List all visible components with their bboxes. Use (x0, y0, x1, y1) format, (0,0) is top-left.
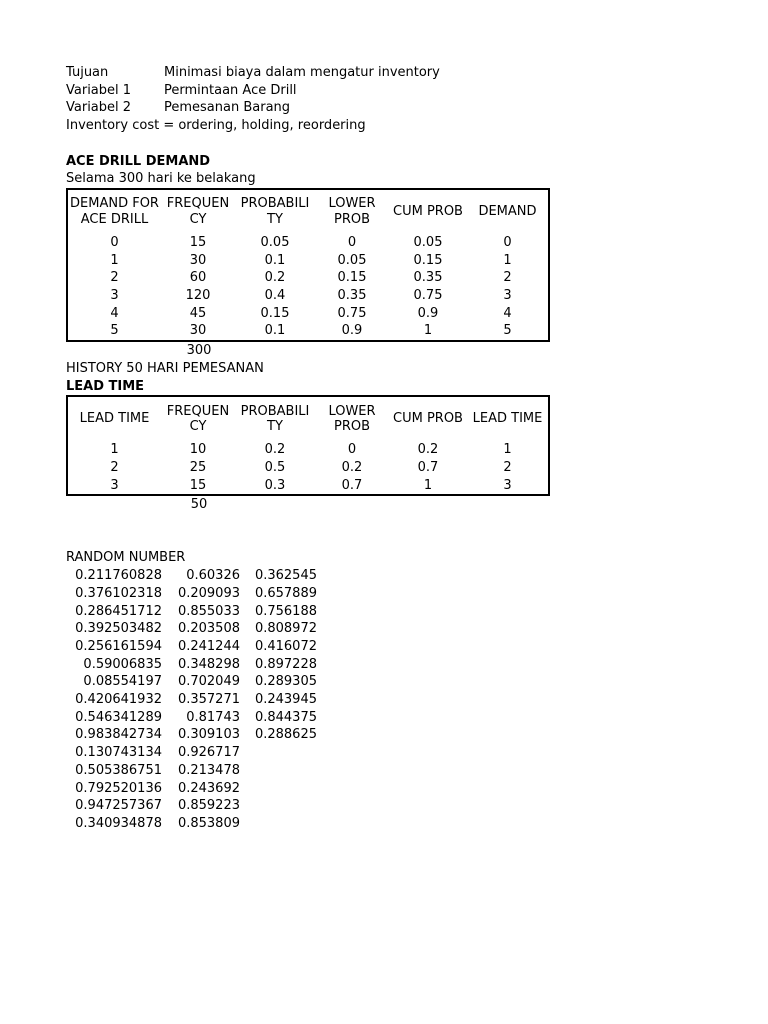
lead-header-cell: CUM PROB (393, 411, 463, 427)
random-number-value: 0.505386751 (75, 762, 162, 778)
random-number-value: 0.256161594 (75, 638, 162, 654)
random-number-row (66, 567, 756, 585)
demand-header-cell: LOWER PROB (328, 196, 376, 227)
table-row (67, 287, 549, 305)
table-row (67, 234, 549, 252)
demand-frequency-total: 300 (186, 343, 212, 359)
table-cell: 2 (110, 270, 119, 286)
random-number-value: 0.859223 (177, 798, 240, 814)
random-number-value: 0.243945 (254, 692, 317, 708)
table-cell: 1 (423, 323, 433, 339)
random-number-value: 0.309103 (177, 727, 240, 743)
table-cell: 1 (503, 252, 512, 268)
spreadsheet-page (66, 64, 756, 833)
table-cell: 3 (110, 288, 119, 304)
random-number-value: 0.416072 (254, 638, 317, 654)
table-cell: 1 (110, 252, 119, 268)
table-cell: 0.15 (337, 270, 367, 286)
random-number-row (66, 762, 756, 780)
random-number-row (66, 744, 756, 762)
random-number-row (66, 691, 756, 709)
table-cell: 0.2 (264, 270, 286, 286)
lead-header-cell: FREQUEN CY (166, 403, 230, 435)
random-number-value: 0.289305 (254, 674, 317, 690)
table-cell: 5 (110, 323, 119, 339)
random-number-value (240, 797, 317, 815)
random-number-value: 0.340934878 (75, 815, 162, 831)
lead-header-cell: LEAD TIME (472, 411, 543, 427)
demand-section-title: ACE DRILL DEMAND (66, 153, 211, 169)
table-cell: 1 (110, 442, 119, 458)
table-cell: 4 (110, 305, 119, 321)
table-cell: 0.5 (264, 459, 286, 475)
random-number-value: 0.203508 (177, 621, 240, 637)
variable-2-value: Pemesanan Barang (164, 100, 291, 116)
table-cell: 0.35 (337, 288, 367, 304)
random-number-row (66, 673, 756, 691)
table-cell: 0.15 (260, 305, 290, 321)
table-row (67, 269, 549, 287)
table-cell: 0.35 (413, 270, 443, 286)
variable-2-row (66, 99, 756, 117)
random-number-value: 0.08554197 (83, 674, 162, 690)
table-row (67, 459, 549, 477)
variable-1-row (66, 82, 756, 100)
table-cell: 0 (347, 442, 357, 458)
table-cell: 4 (503, 305, 512, 321)
table-cell: 0.9 (341, 323, 363, 339)
variable-2-label: Variabel 2 (66, 100, 132, 116)
random-number-value: 0.60326 (186, 568, 240, 584)
lead-header-cell: LEAD TIME (79, 411, 150, 427)
random-number-value: 0.926717 (177, 745, 240, 761)
lead-time-section-title: LEAD TIME (66, 378, 145, 394)
random-number-value: 0.546341289 (75, 709, 162, 725)
table-cell: 0.75 (337, 305, 367, 321)
random-number-value: 0.362545 (254, 568, 317, 584)
lead-time-table-body (67, 441, 549, 495)
lead-time-table-header (67, 396, 549, 441)
table-cell: 0.2 (417, 442, 439, 458)
table-cell: 0 (110, 234, 119, 250)
table-cell: 3 (110, 477, 119, 493)
variable-1-label: Variabel 1 (66, 82, 132, 98)
demand-header-cell: CUM PROB (393, 204, 463, 220)
random-number-value: 0.211760828 (75, 568, 162, 584)
table-row (67, 477, 549, 496)
table-cell: 1 (423, 477, 433, 493)
random-number-value: 0.286451712 (75, 603, 162, 619)
table-cell: 0.3 (264, 477, 286, 493)
random-number-row (66, 638, 756, 656)
random-number-value: 0.657889 (254, 585, 317, 601)
table-cell: 2 (503, 459, 512, 475)
random-number-value: 0.947257367 (75, 798, 162, 814)
random-number-row (66, 726, 756, 744)
table-cell: 0.05 (260, 234, 290, 250)
demand-header-cell: DEMAND FOR ACE DRILL (70, 196, 159, 227)
demand-table-header (67, 189, 549, 234)
random-number-value: 0.853809 (177, 815, 240, 831)
table-cell: 15 (189, 477, 207, 493)
random-number-value: 0.808972 (254, 621, 317, 637)
table-cell: 1 (503, 442, 512, 458)
table-cell: 30 (189, 252, 207, 268)
random-number-value: 0.213478 (177, 762, 240, 778)
table-cell: 0.7 (341, 477, 363, 493)
random-number-value: 0.243692 (177, 780, 240, 796)
table-cell: 0.15 (413, 252, 443, 268)
table-cell: 0.75 (413, 288, 443, 304)
demand-table (66, 188, 550, 342)
demand-header-cell: DEMAND (478, 204, 537, 220)
table-row (67, 252, 549, 270)
table-cell: 45 (189, 305, 207, 321)
table-cell: 0.05 (413, 234, 443, 250)
table-cell: 0 (347, 234, 357, 250)
table-cell: 5 (503, 323, 512, 339)
table-row (67, 322, 549, 341)
lead-time-table (66, 395, 550, 496)
random-number-value: 0.844375 (254, 709, 317, 725)
table-row (67, 441, 549, 459)
objective-value: Minimasi biaya dalam mengatur inventory (164, 65, 440, 80)
table-cell: 120 (185, 288, 211, 304)
random-number-value: 0.855033 (177, 603, 240, 619)
random-number-row (66, 620, 756, 638)
random-number-value: 0.756188 (254, 603, 317, 619)
table-cell: 3 (503, 288, 512, 304)
variable-1-value: Permintaan Ace Drill (164, 82, 297, 98)
random-number-value: 0.209093 (177, 585, 240, 601)
demand-total-row (66, 342, 756, 360)
table-cell: 0.9 (417, 305, 439, 321)
random-number-value (240, 815, 317, 833)
random-number-title: RANDOM NUMBER (66, 550, 186, 566)
random-number-row (66, 585, 756, 603)
table-cell: 0.7 (417, 459, 439, 475)
random-number-value (240, 762, 317, 780)
random-number-value (240, 780, 317, 798)
lead-header-cell: PROBABILI TY (240, 403, 310, 435)
table-cell: 10 (189, 442, 207, 458)
random-number-value: 0.348298 (177, 656, 240, 672)
random-number-row (66, 797, 756, 815)
demand-header-cell: FREQUEN CY (166, 196, 230, 227)
random-number-value: 0.81743 (186, 709, 240, 725)
table-cell: 0.2 (264, 442, 286, 458)
table-cell: 3 (503, 477, 512, 493)
lead-total-row (66, 496, 756, 514)
random-number-value: 0.392503482 (75, 621, 162, 637)
table-cell: 60 (189, 270, 207, 286)
table-cell: 0.1 (264, 323, 286, 339)
table-cell: 25 (189, 459, 207, 475)
random-number-value: 0.983842734 (75, 727, 162, 743)
random-number-value: 0.357271 (177, 692, 240, 708)
demand-table-body (67, 234, 549, 341)
inventory-cost-note: Inventory cost = ordering, holding, reordering (66, 118, 366, 134)
table-cell: 0.1 (264, 252, 286, 268)
random-number-row (66, 656, 756, 674)
random-number-value: 0.420641932 (75, 692, 162, 708)
random-number-row (66, 603, 756, 621)
random-number-row (66, 780, 756, 798)
table-row (67, 305, 549, 323)
demand-subtitle: Selama 300 hari ke belakang (66, 171, 256, 187)
table-cell: 0.4 (264, 288, 286, 304)
table-cell: 0.2 (341, 459, 363, 475)
table-cell: 2 (503, 270, 512, 286)
lead-frequency-total: 50 (190, 497, 208, 513)
random-number-value: 0.130743134 (75, 745, 162, 761)
demand-header-cell: PROBABILI TY (240, 196, 310, 227)
random-number-value: 0.288625 (254, 727, 317, 743)
table-cell: 0.05 (337, 252, 367, 268)
lead-header-cell: LOWER PROB (328, 403, 376, 435)
random-number-value: 0.897228 (254, 656, 317, 672)
random-number-value: 0.59006835 (83, 656, 162, 672)
random-number-row (66, 815, 756, 833)
random-number-value (240, 744, 317, 762)
objective-row (66, 64, 756, 82)
table-cell: 15 (189, 234, 207, 250)
table-cell: 30 (189, 323, 207, 339)
random-number-value: 0.702049 (177, 674, 240, 690)
lead-history-label: HISTORY 50 HARI PEMESANAN (66, 360, 264, 376)
random-number-value: 0.376102318 (75, 585, 162, 601)
random-number-list (66, 567, 756, 833)
random-number-value: 0.792520136 (75, 780, 162, 796)
table-cell: 0 (503, 234, 512, 250)
random-number-value: 0.241244 (177, 638, 240, 654)
table-cell: 2 (110, 459, 119, 475)
random-number-row (66, 709, 756, 727)
objective-label: Tujuan (66, 65, 109, 80)
